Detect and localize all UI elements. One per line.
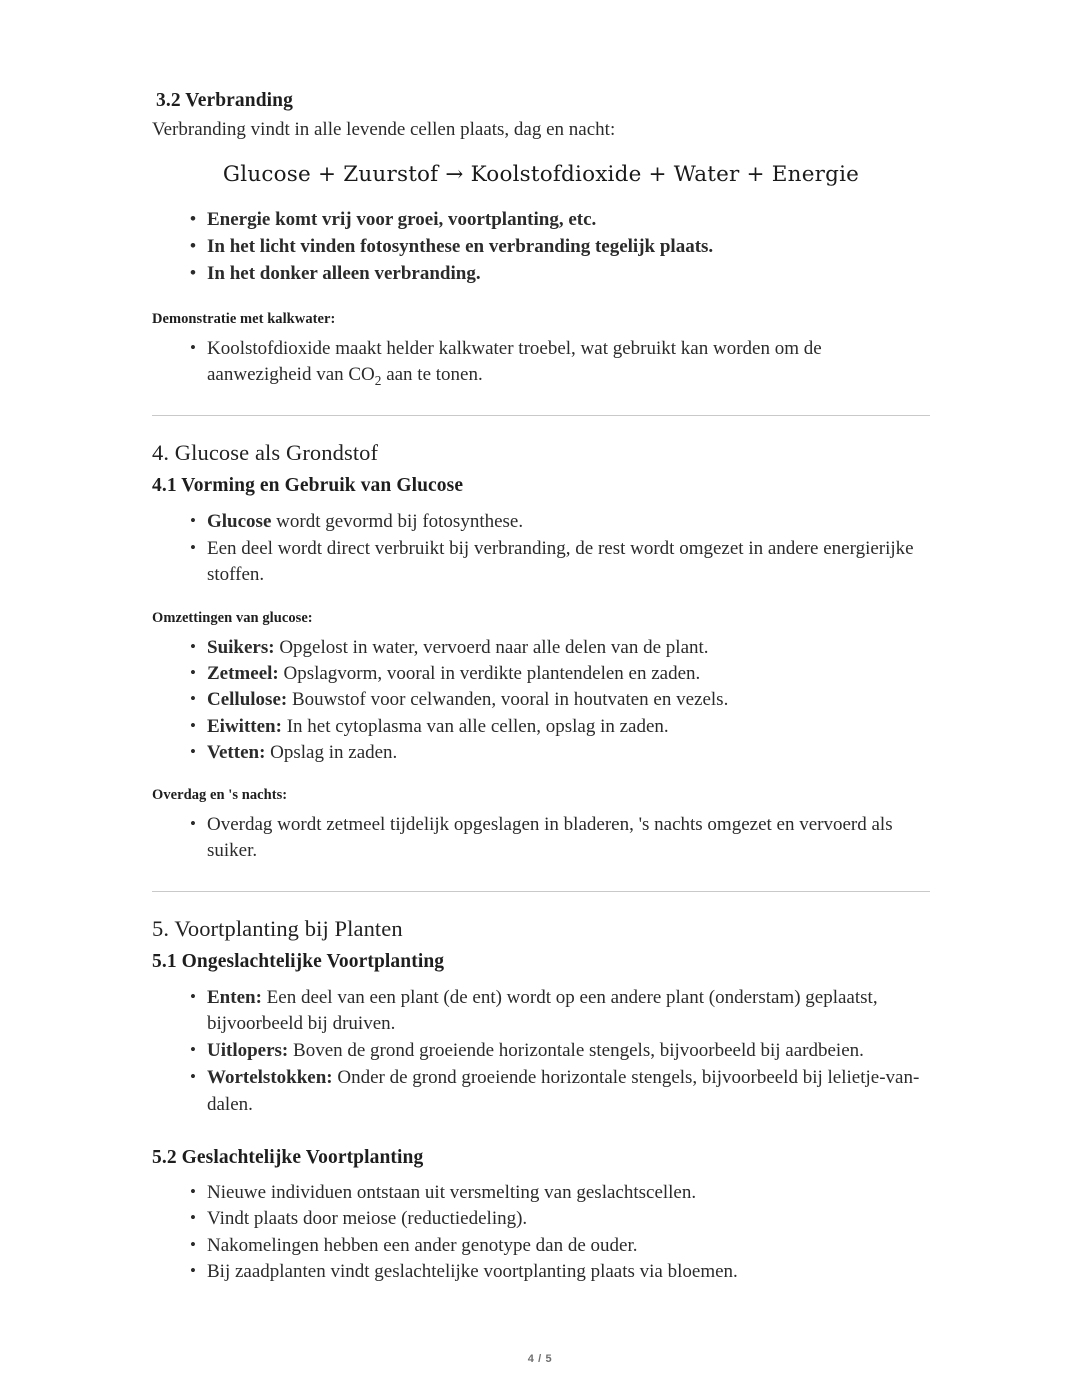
demonstratie-kalkwater-label: Demonstratie met kalkwater: bbox=[152, 311, 336, 328]
term-description: In het cytoplasma van alle cellen, opslag in zaden. bbox=[281, 715, 669, 737]
term-label: Suikers: bbox=[207, 637, 275, 659]
term-label: Glucose bbox=[207, 510, 272, 532]
heading-5-1-ongeslachtelijke: 5.1 Ongeslachtelijke Voortplanting bbox=[152, 951, 445, 973]
heading-3-2-verbranding: 3.2 Verbranding bbox=[156, 90, 293, 111]
list-item bbox=[152, 687, 930, 713]
co2-subscript: 2 bbox=[374, 372, 382, 388]
term-description: Een deel van een plant (de ent) wordt op een andere plant (onderstam) geplaatst, bijvoorbeeld bij druiven. bbox=[207, 986, 878, 1034]
geslachtelijke-bullet-list bbox=[152, 1180, 930, 1285]
list-item: • Nieuwe individuen ontstaan uit versmelting van geslachtscellen. bbox=[152, 1180, 930, 1206]
omzettingen-glucose-label: Omzettingen van glucose: bbox=[152, 610, 313, 627]
term-description: Opslagvorm, vooral in verdikte plantendelen en zaden. bbox=[278, 663, 701, 685]
verbranding-formula: Glucose + Zuurstof → Koolstofdioxide + Water + Energie bbox=[222, 161, 860, 187]
term-description: Opgelost in water, vervoerd naar alle delen van de plant. bbox=[274, 637, 709, 659]
page-number-footer: 4 / 5 bbox=[527, 1353, 553, 1365]
verbranding-intro-text: Verbranding vindt in alle levende cellen plaats, dag en nacht: bbox=[152, 119, 616, 141]
heading-4-glucose: 4. Glucose als Grondstof bbox=[152, 440, 379, 466]
heading-5-2-geslachtelijke: 5.2 Geslachtelijke Voortplanting bbox=[152, 1146, 424, 1168]
demonstratie-bullet-list bbox=[152, 336, 930, 388]
demo-text-part1: Koolstofdioxide maakt helder kalkwater troebel, wat gebruikt kan worden om de aanwezigheid van CO bbox=[207, 337, 822, 385]
document-content bbox=[152, 88, 930, 1285]
list-item bbox=[152, 336, 930, 388]
heading-4-1-vorming-gebruik: 4.1 Vorming en Gebruik van Glucose bbox=[152, 475, 464, 497]
term-label: Vetten: bbox=[207, 741, 266, 763]
term-label: Wortelstokken: bbox=[207, 1067, 333, 1089]
list-item: • Energie komt vrij voor groei, voortplanting, etc. bbox=[152, 207, 930, 233]
list-item bbox=[152, 635, 930, 661]
term-label: Cellulose: bbox=[207, 689, 288, 711]
term-label: Zetmeel: bbox=[207, 663, 279, 685]
term-description: Boven de grond groeiende horizontale stengels, bijvoorbeeld bij aardbeien. bbox=[288, 1040, 864, 1062]
overdag-nachts-label: Overdag en 's nachts: bbox=[152, 787, 288, 804]
list-item: • In het donker alleen verbranding. bbox=[152, 261, 930, 287]
demo-text-part2: aan te tonen. bbox=[381, 364, 483, 385]
list-item bbox=[152, 714, 930, 740]
list-item: • Bij zaadplanten vindt geslachtelijke voortplanting plaats via bloemen. bbox=[152, 1259, 930, 1285]
term-label: Eiwitten: bbox=[207, 715, 282, 737]
term-description: Opslag in zaden. bbox=[265, 741, 398, 763]
list-item: • In het licht vinden fotosynthese en verbranding tegelijk plaats. bbox=[152, 234, 930, 260]
term-description: Bouwstof voor celwanden, vooral in houtvaten en vezels. bbox=[287, 689, 729, 711]
term-description: Een deel wordt direct verbruikt bij verbranding, de rest wordt omgezet in andere energierijke stoffen. bbox=[207, 538, 914, 586]
term-description: wordt gevormd bij fotosynthese. bbox=[271, 510, 524, 532]
verbranding-bullet-list bbox=[152, 207, 930, 288]
list-item bbox=[152, 985, 930, 1037]
overdag-bullet-list bbox=[152, 812, 930, 864]
list-item bbox=[152, 509, 930, 535]
list-item: • Overdag wordt zetmeel tijdelijk opgeslagen in bladeren, 's nachts omgezet en vervoerd als suiker. bbox=[152, 812, 930, 864]
list-item bbox=[152, 1038, 930, 1064]
list-item bbox=[152, 536, 930, 588]
list-item: • Vindt plaats door meiose (reductiedeling). bbox=[152, 1206, 930, 1232]
list-item: • Nakomelingen hebben een ander genotype dan de ouder. bbox=[152, 1233, 930, 1259]
list-item bbox=[152, 740, 930, 766]
glucose-vorming-bullet-list bbox=[152, 509, 930, 589]
term-description: Onder de grond groeiende horizontale stengels, bijvoorbeeld bij lelietje-van-dalen. bbox=[207, 1067, 920, 1115]
term-label: Uitlopers: bbox=[207, 1040, 289, 1062]
omzettingen-bullet-list bbox=[152, 635, 930, 766]
heading-5-voortplanting: 5. Voortplanting bij Planten bbox=[152, 916, 403, 942]
term-label: Enten: bbox=[207, 986, 262, 1008]
list-item bbox=[152, 1065, 930, 1117]
list-item bbox=[152, 661, 930, 687]
ongeslachtelijke-bullet-list bbox=[152, 985, 930, 1118]
